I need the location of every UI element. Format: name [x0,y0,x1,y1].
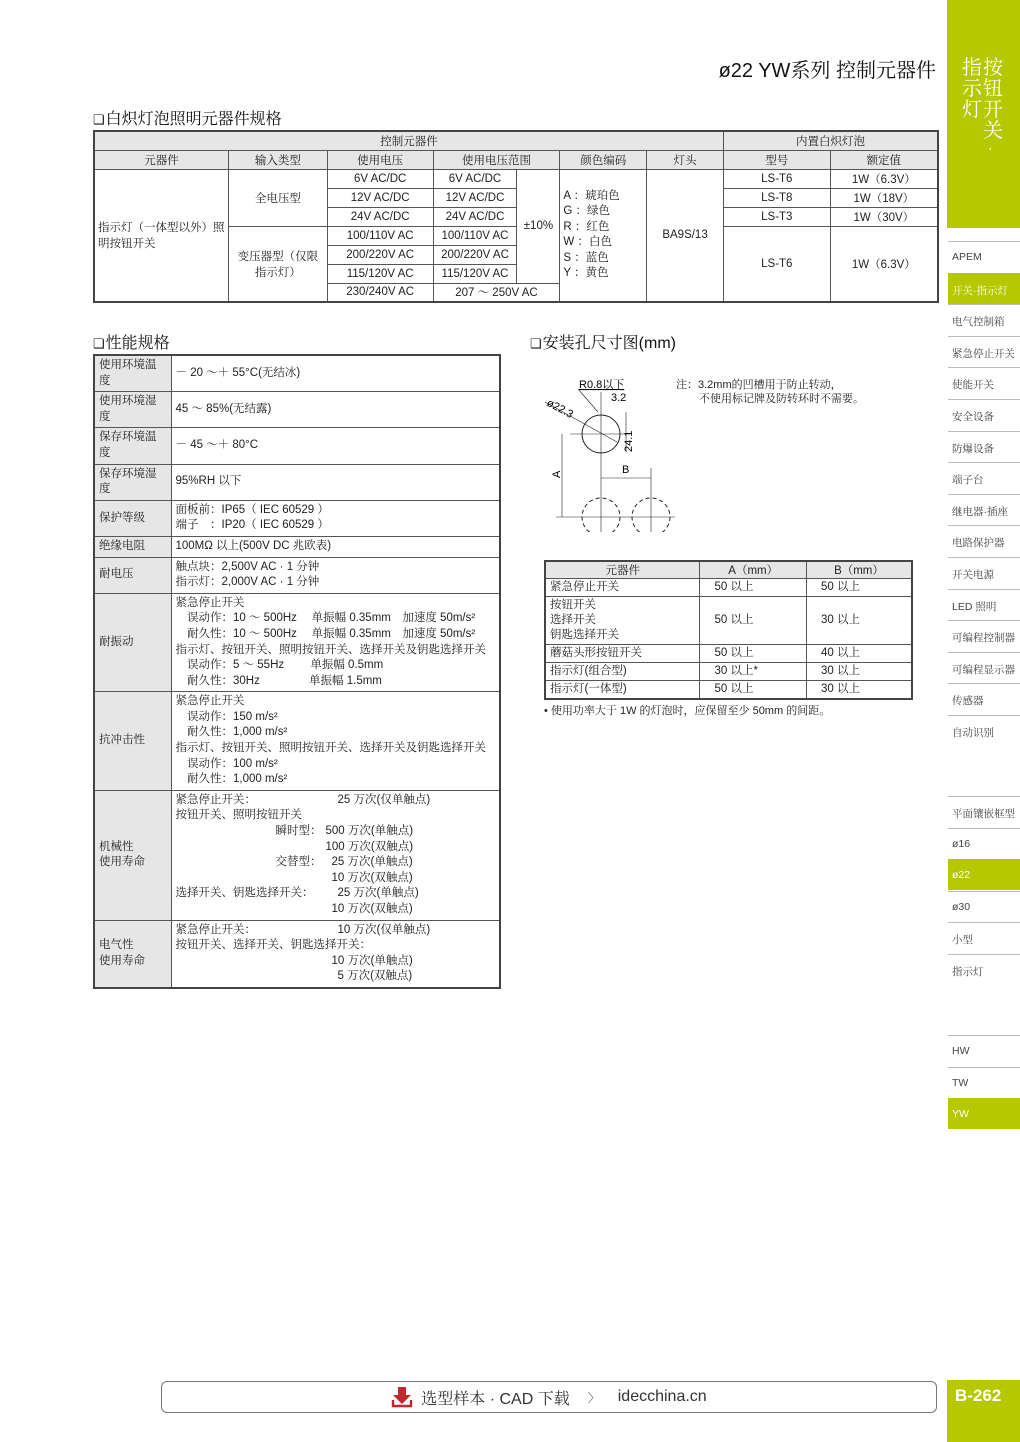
dim-slot: 3.2 [611,392,627,404]
sidebar-item[interactable]: 继电器·插座 [948,494,1020,525]
row-label: 电气性 使用寿命 [94,920,171,988]
sidebar-item[interactable]: 开关·指示灯 [948,273,1020,304]
table-row [94,790,500,920]
sidebar-item[interactable]: 传感器 [948,683,1020,714]
row-value: 100MΩ 以上(500V DC 兆欧表) [171,536,500,557]
row-label: 保护等级 [94,500,171,536]
dim-r: R0.8以下 [579,379,625,391]
row-value: － 45 ～＋ 80°C [171,428,500,464]
sidebar-item[interactable]: 安全设备 [948,399,1020,430]
color-code: Y ：黄色 [563,267,609,280]
row-label: 机械性 使用寿命 [94,790,171,920]
arrow-icon: 〉 [587,1390,600,1405]
mount-note: 注：3.2mm的凹槽用于防止转动， 不使用标记牌及防转环时不需要。 [676,379,864,405]
sidebar-item[interactable]: 小型 [948,922,1020,953]
sidebar-item[interactable]: 可编程控制器 [948,620,1020,651]
table-row [94,593,500,692]
sidebar-item[interactable]: APEM [948,241,1020,272]
site-link[interactable]: idecchina.cn [617,1388,707,1405]
sidebar-item[interactable]: 指示灯 [948,954,1020,985]
download-label[interactable]: 选型样本 · CAD 下载 [421,1390,570,1408]
sidebar-item[interactable]: 可编程显示器 [948,652,1020,683]
bulb-spec-table: 控制元器件 内置白炽灯泡 元器件 输入类型 使用电压 使用电压范围 颜色编码 灯头 型号 额定值 指示灯（一体型以外）照明按钮开关 全电压型 6V AC/DC 6V AC/DC ±10% A ：琥珀色 G ：绿色 R ：红色 W ：白色 S ：蓝色 Y ：黄色 BA9S/13 LS-T6 1W（6.3V） 12V AC/DC 12V AC/DC LS-T8 1W（18V） 24V AC/DC 24V AC/DC LS-T3 1W（30V） 变压器型（仅限指示灯） 100/110V AC 100/110V AC LS-T6 1W（6.3V） 200/220V AC 200/220V AC 115/120V AC 115/120V AC 230/240V AC 207 ～ 250V AC [93,130,939,303]
color-codes [560,169,647,302]
row-label: 保存环境湿度 [94,464,171,500]
row-value: 紧急停止开关 误动作：150 m/s² 耐久性：1,000 m/s² 指示灯、按钮开关、照明按钮开关、选择开关及钥匙选择开关 误动作：100 m/s² 耐久性：1,000 m/s² [171,692,500,791]
sidebar-item[interactable]: HW [948,1035,1020,1066]
row-value: 紧急停止开关： 25 万次(仅单触点) 按钮开关、照明按钮开关 瞬时型： 500 万次(单触点) 100 万次(双触点) 交替型： 25 万次(单触点) 10 万次(双触点) 选择开关、钥匙选择开关： 25 万次(单触点) 10 万次(双触点) [171,790,500,920]
row-label: 抗冲击性 [94,692,171,791]
sidebar-item[interactable]: 平面镶嵌框型 [948,796,1020,827]
sidebar-item[interactable]: 防爆设备 [948,431,1020,462]
row-value: 面板前：IP65（ IEC 60529 ） 端子 ：IP20（ IEC 60529 ） [171,500,500,536]
table-row [94,392,500,428]
sidebar-item[interactable]: 使能开关 [948,367,1020,398]
row-label: 保存环境温度 [94,428,171,464]
row-value: 95%RH 以下 [171,464,500,500]
table-row: 按钮开关 选择开关 钥匙选择开关 50 以上 30 以上 [545,597,912,645]
sidebar-item[interactable]: ø22 [948,859,1020,890]
page-title: ø22 YW系列 控制元器件 [718,60,936,82]
tab-col1: 指示灯 [962,57,982,121]
table-row [94,464,500,500]
sidebar-item[interactable]: 端子台 [948,462,1020,493]
page-number: B-262 [947,1380,1020,1442]
download-banner[interactable] [161,1381,937,1413]
row-label: 使用环境湿度 [94,392,171,428]
section-perf-title: ❏ 性能规格 [93,330,170,353]
mount-footnote: • 使用功率大于 1W 的灯泡时，应保留至少 50mm 的间距。 [544,705,831,717]
table-row: 指示灯(一体型) 50 以上 30 以上 [545,681,912,700]
sidebar-item[interactable]: 电气控制箱 [948,304,1020,335]
row-value: 紧急停止开关： 10 万次(仅单触点) 按钮开关、选择开关、钥匙选择开关： 10 万次(单触点) 5 万次(双触点) [171,920,500,988]
sidebar-item[interactable]: 开关电源 [948,557,1020,588]
sidebar-item[interactable]: YW [948,1098,1020,1129]
tab-col2: 按钮开关 [983,57,1003,142]
color-code: S ：蓝色 [563,251,609,264]
row-label: 耐振动 [94,593,171,692]
sidebar-item[interactable]: 电路保护器 [948,525,1020,556]
dim-a: A [551,470,563,478]
mounting-distance-table: 元器件 A（mm） B（mm） 紧急停止开关 50 以上 50 以上 按钮开关 选择开关 钥匙选择开关 50 以上 30 以上 蘑菇头形按钮开关 50 以上 40 以上 指示灯(组合型) 30 以上* 30 以上 指示灯(一体型) 50 以上 30 以上 [544,560,913,700]
section-mount-title: ❏ 安装孔尺寸图(mm) [530,330,676,353]
table-row: 蘑菇头形按钮开关 50 以上 40 以上 [545,645,912,663]
table-row [94,500,500,536]
row-label: 耐电压 [94,557,171,593]
table-row: 12V AC/DC 12V AC/DC LS-T8 1W（18V） [94,188,938,207]
row-value: 45 ～ 85%(无结露) [171,392,500,428]
color-code: G ：绿色 [563,205,611,218]
row-value: － 20 ～＋ 55°C(无结冰) [171,355,500,392]
dim-height: 24.1 [623,430,635,452]
performance-table [93,354,501,989]
row-value: 紧急停止开关 误动作：10 ～ 500Hz 单振幅 0.35mm 加速度 50m/s² 耐久性：10 ～ 500Hz 单振幅 0.35mm 加速度 50m/s² 指示灯、按钮开关、照明按钮开关、选择开关及钥匙选择开关 误动作：5 ～ 55Hz 单振幅 0.5mm 耐久性：30Hz 单振幅 1.5mm [171,593,500,692]
sidebar-item[interactable]: LED 照明 [948,589,1020,620]
table-row: 指示灯(组合型) 30 以上* 30 以上 [545,663,912,681]
table-row [94,428,500,464]
color-code: W ：白色 [563,236,612,249]
table-row [94,557,500,593]
sidebar-item[interactable]: ø16 [948,828,1020,859]
sidebar-item[interactable]: ø30 [948,891,1020,922]
table-row: 紧急停止开关 50 以上 50 以上 [545,579,912,597]
sidebar-item[interactable]: TW [948,1067,1020,1098]
table-row [94,355,500,392]
sidebar-item[interactable]: 紧急停止开关 [948,336,1020,367]
row-value: 触点块：2,500V AC · 1 分钟 指示灯：2,000V AC · 1 分钟 [171,557,500,593]
download-icon [391,1386,413,1408]
row-label: 绝缘电阻 [94,536,171,557]
sidebar-item[interactable]: 自动识别 [948,715,1020,746]
category-tab-label: 指示灯 按钮开关 · [962,57,1003,156]
table-row: 指示灯（一体型以外）照明按钮开关 全电压型 6V AC/DC 6V AC/DC ±10% A ：琥珀色 G ：绿色 R ：红色 W ：白色 S ：蓝色 Y ：黄色 BA9S/13 LS-T6 1W（6.3V） [94,169,938,188]
dim-dia: ø22.3 [544,397,576,421]
color-code: R ：红色 [563,220,610,233]
mounting-hole-diagram [540,372,680,532]
table-row: 115/120V AC 115/120V AC [94,264,938,283]
color-code: A ：琥珀色 [563,189,620,202]
table-row: 变压器型（仅限指示灯） 100/110V AC 100/110V AC LS-T6 1W（6.3V） [94,226,938,245]
table-row: 200/220V AC 200/220V AC [94,245,938,264]
table-row: 24V AC/DC 24V AC/DC LS-T3 1W（30V） [94,207,938,226]
section-bulb-title: ❏ 白炽灯泡照明元器件规格 [93,106,282,129]
table-row [94,536,500,557]
table-row [94,920,500,988]
table-row: 230/240V AC 207 ～ 250V AC [94,283,938,302]
dim-b: B [622,464,630,476]
table-row [94,692,500,791]
row-label: 使用环境温度 [94,355,171,392]
